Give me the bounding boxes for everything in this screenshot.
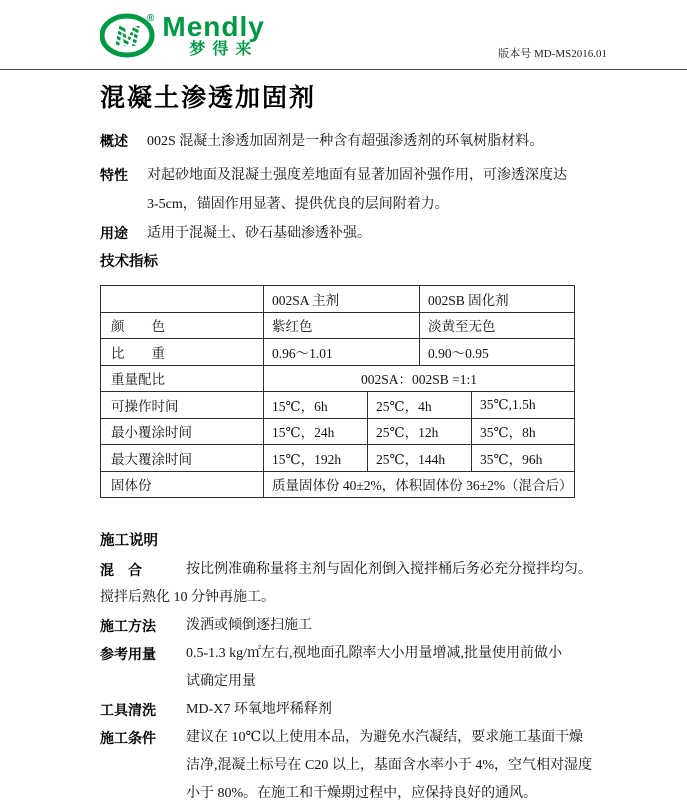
construction-heading: 施工说明 <box>100 533 158 549</box>
row-label: 比 重 <box>101 339 264 366</box>
row-label: 可操作时间 <box>101 392 264 419</box>
table-header-row <box>101 286 575 313</box>
brand-name-zh: 梦得来 <box>189 41 259 58</box>
dosage-label: 参考用量 <box>100 646 156 662</box>
cleaning-label: 工具清洗 <box>100 702 156 718</box>
table-row-max-recoat <box>101 445 575 472</box>
overview-row <box>100 127 612 156</box>
method-row <box>100 612 612 640</box>
row-label: 最小覆涂时间 <box>101 418 264 445</box>
min-recoat-15c: 15℃，24h <box>264 418 368 445</box>
cleaning-text: MD-X7 环氧地坪稀释剂 <box>186 702 332 717</box>
row-label: 最大覆涂时间 <box>101 445 264 472</box>
min-recoat-35c: 35℃，8h <box>472 418 575 445</box>
dosage-text-line2: 试确定用量 <box>186 674 256 689</box>
tech-specs-heading: 技术指标 <box>100 254 158 270</box>
solids-value: 质量固体份 40±2%，体积固体份 36±2%（混合后） <box>264 471 575 498</box>
max-recoat-25c: 25℃，144h <box>368 445 472 472</box>
pot-life-35c: 35℃,1.5h <box>472 392 575 419</box>
row-label: 颜 色 <box>101 312 264 339</box>
table-row-pot-life <box>101 392 575 419</box>
conditions-text-line1: 建议在 10℃以上使用本品，为避免水汽凝结，要求施工基面干燥 <box>186 730 584 745</box>
cleaning-row <box>100 696 612 724</box>
mixing-label: 混 合 <box>100 562 142 578</box>
page-title: 混凝土渗透加固剂 <box>100 84 317 112</box>
page-header <box>0 0 687 70</box>
table-row-mix-ratio <box>101 365 575 392</box>
features-label: 特性 <box>100 167 128 183</box>
features-text-line2: 3-5cm，锚固作用显著、提供优良的层间附着力。 <box>147 197 449 212</box>
min-recoat-25c: 25℃，12h <box>368 418 472 445</box>
conditions-label: 施工条件 <box>100 730 156 746</box>
max-recoat-15c: 15℃，192h <box>264 445 368 472</box>
brand-logo <box>100 13 265 63</box>
conditions-text-line3: 小于 80%。在施工和干燥期过程中，应保持良好的通风。 <box>186 786 538 801</box>
svg-text:M: M <box>114 21 140 53</box>
construction-section <box>100 527 612 808</box>
overview-label: 概述 <box>100 133 128 149</box>
features-row <box>100 161 612 219</box>
brand-name-en: Mendly <box>162 11 265 42</box>
max-recoat-35c: 35℃，96h <box>472 445 575 472</box>
table-row-min-recoat <box>101 418 575 445</box>
gravity-main-agent: 0.96～1.01 <box>264 339 420 366</box>
registered-trademark-icon: ® <box>147 13 155 24</box>
header-main-agent-cell: 002SA 主剂 <box>264 286 420 313</box>
mixing-row <box>100 556 612 584</box>
mix-ratio-value: 002SA：002SB =1:1 <box>264 365 575 392</box>
brand-wordmark <box>162 11 265 59</box>
pot-life-15c: 15℃，6h <box>264 392 368 419</box>
features-text-line1: 对起砂地面及混凝土强度差地面有显著加固补强作用，可渗透深度达 <box>147 168 567 183</box>
table-row-solids <box>101 471 575 498</box>
dosage-text-line1: 0.5-1.3 kg/㎡左右,视地面孔隙率大小用量增减,批量使用前做小 <box>186 646 563 661</box>
document-body <box>100 70 612 808</box>
version-number: 版本号 MD-MS2016.01 <box>498 48 607 60</box>
method-label: 施工方法 <box>100 618 156 634</box>
overview-text: 002S 混凝土渗透加固剂是一种含有超强渗透剂的环氧树脂材料。 <box>147 134 544 149</box>
color-main-agent: 紫红色 <box>264 312 420 339</box>
header-hardener-cell: 002SB 固化剂 <box>420 286 575 313</box>
conditions-row <box>100 724 612 808</box>
row-label: 重量配比 <box>101 365 264 392</box>
usage-label: 用途 <box>100 225 128 241</box>
mixing-text-continued: 搅拌后熟化 10 分钟再施工。 <box>100 590 275 605</box>
dosage-row <box>100 640 612 696</box>
conditions-text-line2: 洁净,混凝土标号在 C20 以上，基面含水率小于 4%，空气相对湿度 <box>186 758 592 773</box>
usage-row <box>100 219 612 248</box>
mixing-text: 按比例准确称量将主剂与固化剂倒入搅拌桶后务必充分搅拌均匀。 <box>186 562 592 577</box>
tech-specs-table <box>100 285 575 498</box>
usage-text: 适用于混凝土、砂石基础渗透补强。 <box>147 226 371 241</box>
pot-life-25c: 25℃，4h <box>368 392 472 419</box>
method-text: 泼洒或倾倒逐扫施工 <box>186 618 312 633</box>
table-row-color <box>101 312 575 339</box>
header-empty-cell <box>101 286 264 313</box>
table-row-specific-gravity <box>101 339 575 366</box>
gravity-hardener: 0.90～0.95 <box>420 339 575 366</box>
color-hardener: 淡黄至无色 <box>420 312 575 339</box>
row-label: 固体份 <box>101 471 264 498</box>
